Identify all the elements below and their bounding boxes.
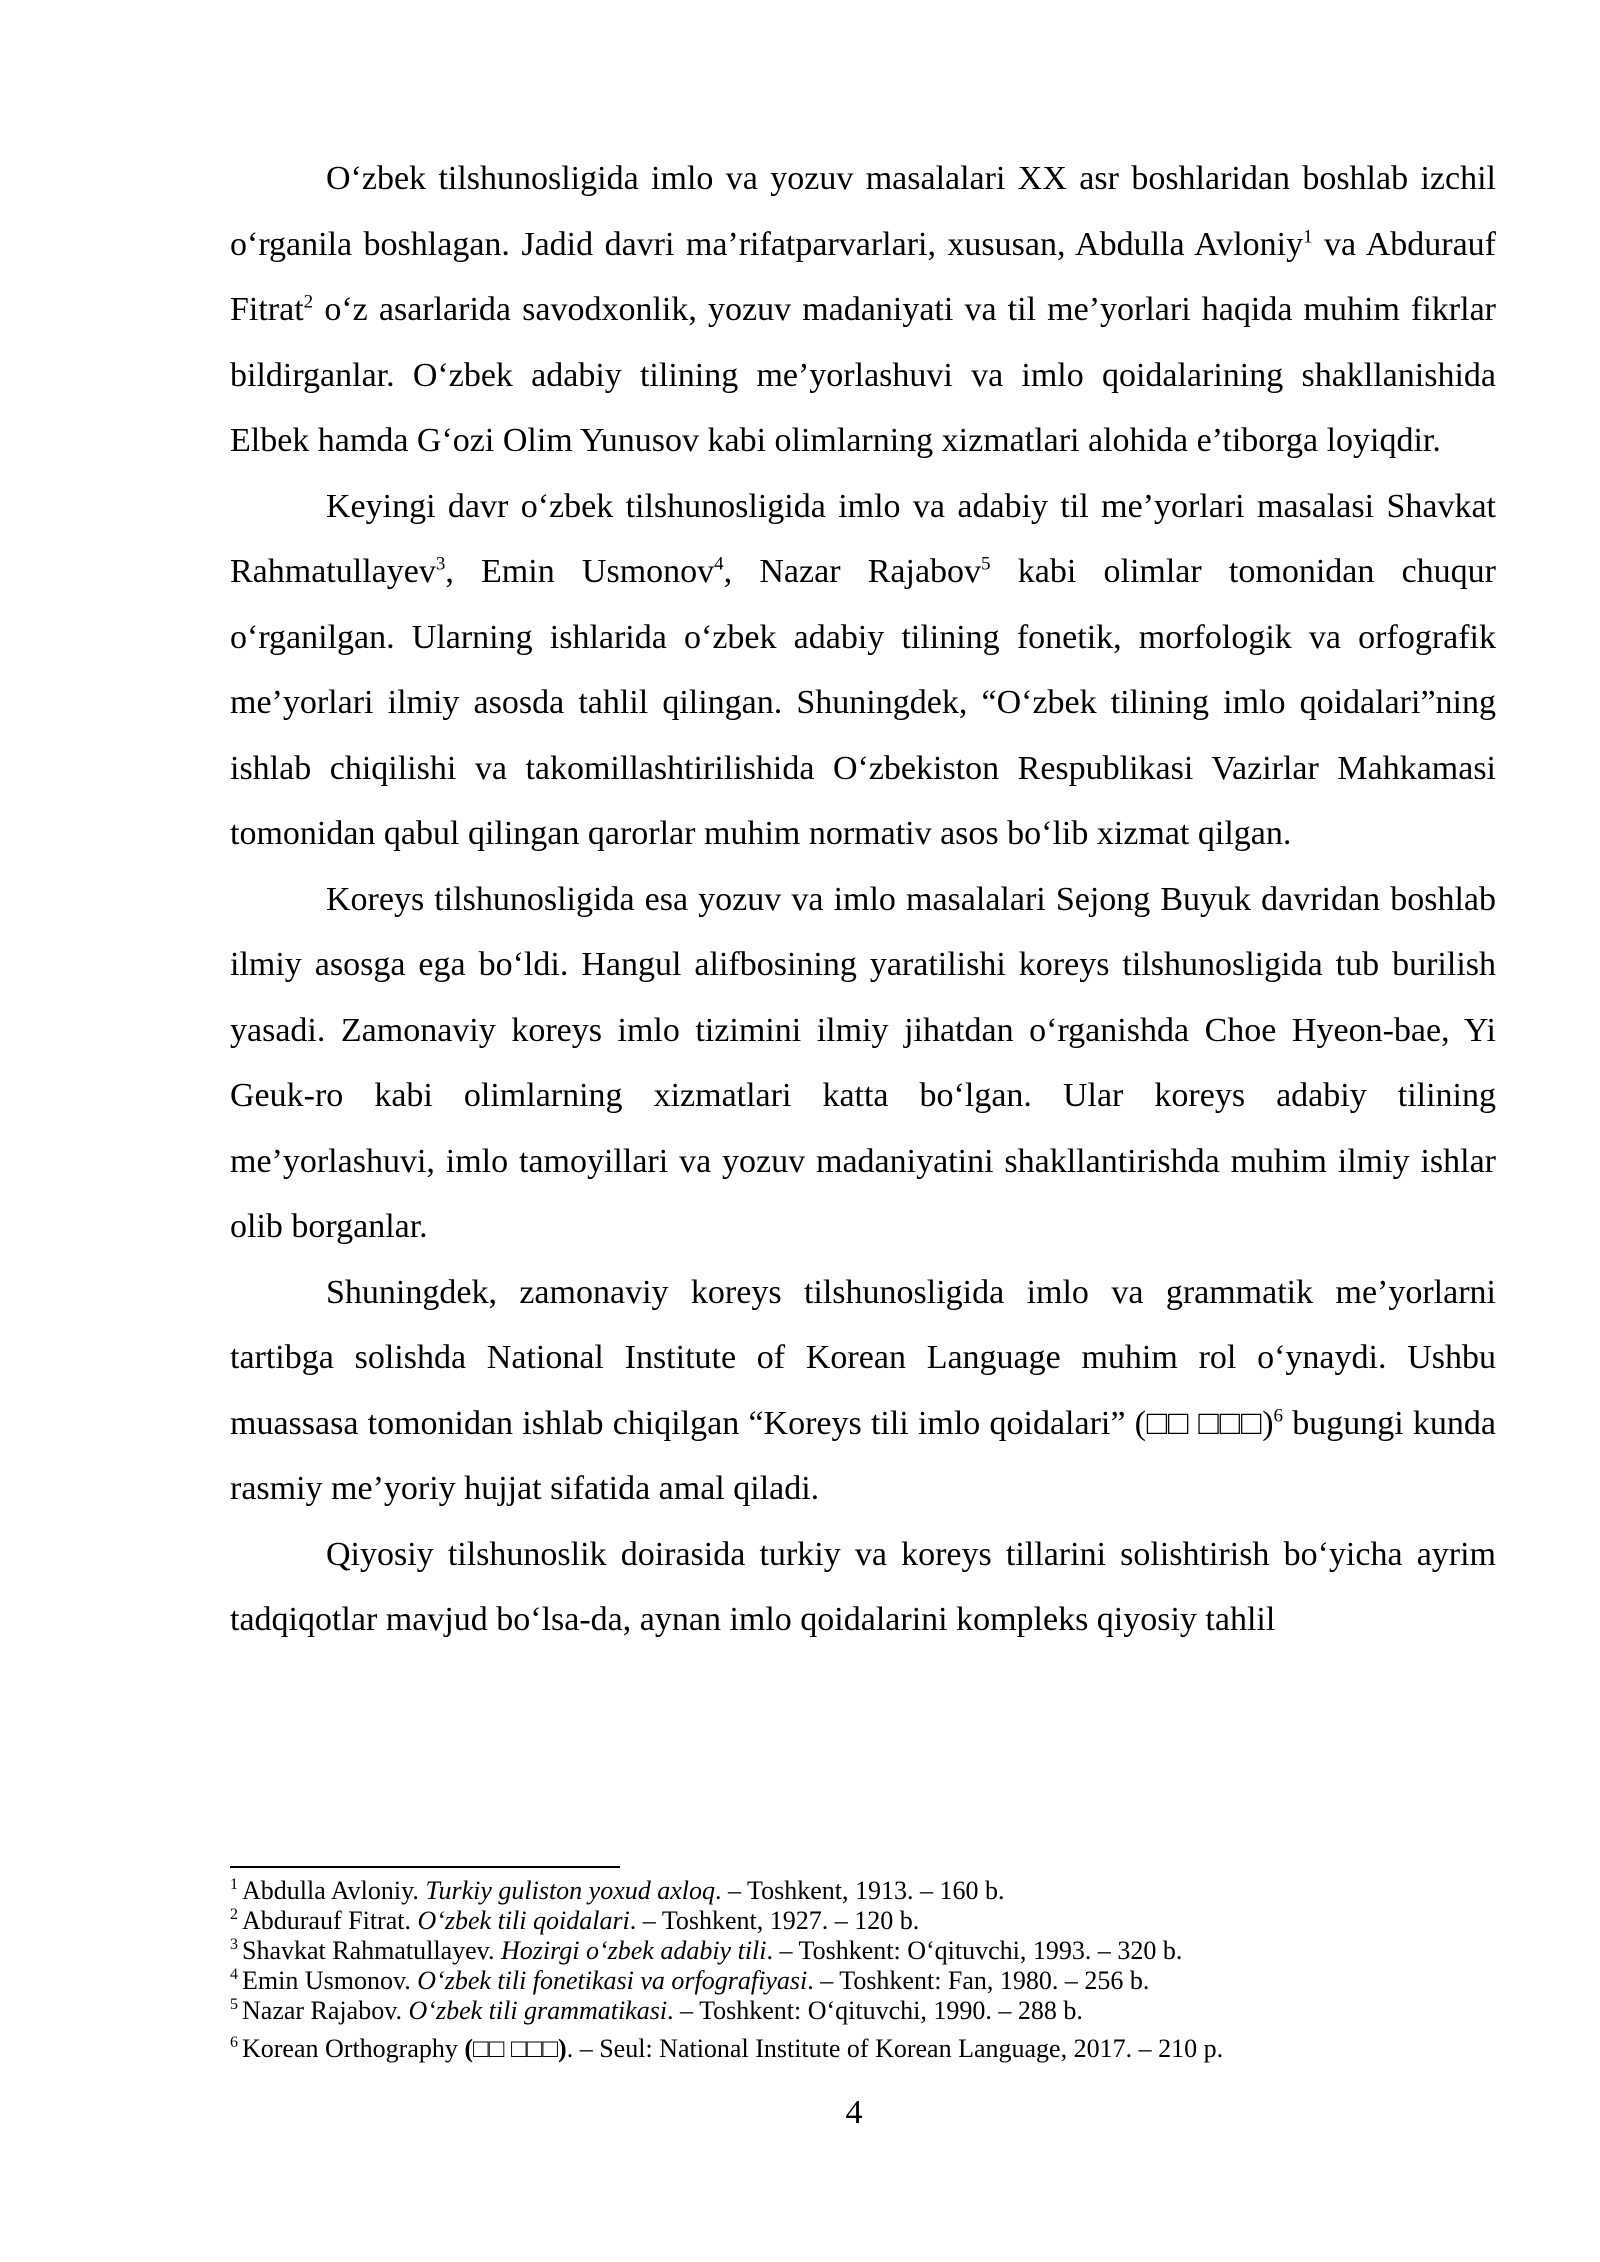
footnote-details: . – Toshkent, 1913. – 160 b. <box>715 1876 1005 1905</box>
footnote-author: Emin Usmonov. <box>242 1966 418 1995</box>
footnote-title: O‘zbek tili grammatikasi <box>408 1996 668 2025</box>
footnote-author: Abdurauf Fitrat. <box>242 1906 418 1935</box>
footnote-details: . – Toshkent: O‘qituvchi, 1993. – 320 b. <box>766 1936 1183 1965</box>
footnote-number: 2 <box>230 1906 238 1924</box>
footnote-ref: 4 <box>714 553 724 575</box>
footnote-number: 6 <box>230 2034 238 2052</box>
footnote-details: . – Toshkent, 1927. – 120 b. <box>629 1906 920 1935</box>
text-run: , Emin Usmonov <box>445 553 715 590</box>
page-number: 4 <box>845 2094 863 2131</box>
text-run: Koreys tilshunosligida esa yozuv va imlo masalalari Sejong Buyuk davridan boshlab ilmiy asosga ega bo‘ldi. Hangul alifbosining yaratilishi koreys tilshunosligida tub burilish yasadi. Zamonaviy koreys imlo tizimini ilmiy jihatdan o‘rganishda Choe Hyeon-bae, Yi Geuk-ro kabi olimlarning xizmatlari katta bo‘lgan. Ular koreys adabiy tilining me’yorlashuvi, imlo tamoyillari va yozuv madaniyatini shakllantirishda muhim ilmiy ishlar olib borganlar. <box>230 880 1496 1245</box>
footnote-separator <box>230 1866 620 1868</box>
text-run: Qiyosiy tilshunoslik doirasida turkiy va koreys tillarini solishtirish bo‘yicha ayrim tadqiqotlar mavjud bo‘lsa-da, aynan imlo qoidalarini kompleks qiyosiy tahlil <box>230 1535 1496 1638</box>
footnote-title: (□□ □□□) <box>464 2034 567 2063</box>
text-run: Keyingi davr o‘zbek tilshunosligida imlo va adabiy til me’yorlari masalasi Shavkat Rahmatullayev <box>230 487 1496 590</box>
footnote-number: 3 <box>230 1936 238 1954</box>
footnote <box>230 2034 1530 2064</box>
text-run: , Nazar Rajabov <box>723 553 982 590</box>
footnote <box>230 1936 1530 1966</box>
text-run: va Abdurauf Fitrat <box>230 225 1496 328</box>
paragraph <box>230 1522 1496 1653</box>
text-run: Shuningdek, zamonaviy koreys tilshunosligida imlo va grammatik me’yorlarni tartibga solishda National Institute of Korean Language muhim rol o‘ynaydi. Ushbu muassasa tomonidan ishlab chiqilgan “Koreys tili imlo qoidalari” (□□ □□□) <box>230 1273 1496 1442</box>
footnote-author: Korean Orthography <box>242 2034 465 2063</box>
text-run: kabi olimlar tomonidan chuqur o‘rganilgan. Ularning ishlarida o‘zbek adabiy tilining fonetik, morfologik va orfografik me’yorlari ilmiy asosda tahlil qilingan. Shuningdek, “O‘zbek tilining imlo qoidalari”ning ishlab chiqilishi va takomillashtirilishida O‘zbekiston Respublikasi Vazirlar Mahkamasi tomonidan qabul qilingan qarorlar muhim normativ asos bo‘lib xizmat qilgan. <box>230 553 1496 852</box>
text-run: O‘zbek tilshunosligida imlo va yozuv masalalari XX asr boshlaridan boshlab izchil o‘rganila boshlagan. Jadid davri ma’rifatparvarlari, xususan, Abdulla Avloniy <box>230 160 1496 263</box>
footnote-title: O‘zbek tili fonetikasi va orfografiyasi <box>417 1966 808 1995</box>
footnote-ref: 1 <box>1303 226 1313 248</box>
footnote <box>230 1996 1530 2026</box>
footnote-ref: 5 <box>981 553 991 575</box>
text-run: o‘z asarlarida savodxonlik, yozuv madaniyati va til me’yorlari haqida muhim fikrlar bildirganlar. O‘zbek adabiy tilining me’yorlashuvi va imlo qoidalarining shakllanishida Elbek hamda G‘ozi Olim Yunusov kabi olimlarning xizmatlari alohida e’tiborga loyiqdir. <box>230 291 1496 459</box>
footnote-details: . – Seul: National Institute of Korean Language, 2017. – 210 p. <box>566 2034 1224 2063</box>
footnote-details: . – Toshkent: Fan, 1980. – 256 b. <box>807 1966 1150 1995</box>
footnotes <box>230 1876 1530 2064</box>
footnote-ref: 6 <box>1273 1405 1284 1427</box>
paragraph <box>230 474 1496 867</box>
footnote <box>230 1906 1530 1936</box>
body-text <box>230 146 1496 1653</box>
footnote-title: Hozirgi o‘zbek adabiy tili <box>500 1936 767 1965</box>
footnote-ref: 3 <box>435 553 446 575</box>
paragraph <box>230 867 1496 1260</box>
footnote-number: 1 <box>230 1876 238 1894</box>
footnote-author: Nazar Rajabov. <box>242 1996 409 2025</box>
footnote-details: . – Toshkent: O‘qituvchi, 1990. – 288 b. <box>667 1996 1083 2025</box>
text-run: bugungi kunda rasmiy me’yoriy hujjat sifatida amal qiladi. <box>230 1404 1497 1507</box>
footnote-number: 5 <box>230 1996 238 2014</box>
footnote-ref: 2 <box>303 291 314 313</box>
footnote-author: Shavkat Rahmatullayev. <box>242 1936 501 1965</box>
footnote <box>230 1966 1530 1996</box>
footnote-title: Turkiy guliston yoxud axloq <box>425 1876 716 1905</box>
footnote-author: Abdulla Avloniy. <box>242 1876 426 1905</box>
footnote-title: O‘zbek tili qoidalari <box>417 1906 630 1935</box>
paragraph <box>230 1260 1496 1522</box>
paragraph <box>230 146 1496 474</box>
footnote <box>230 1876 1530 1906</box>
footnote-number: 4 <box>230 1966 238 1984</box>
